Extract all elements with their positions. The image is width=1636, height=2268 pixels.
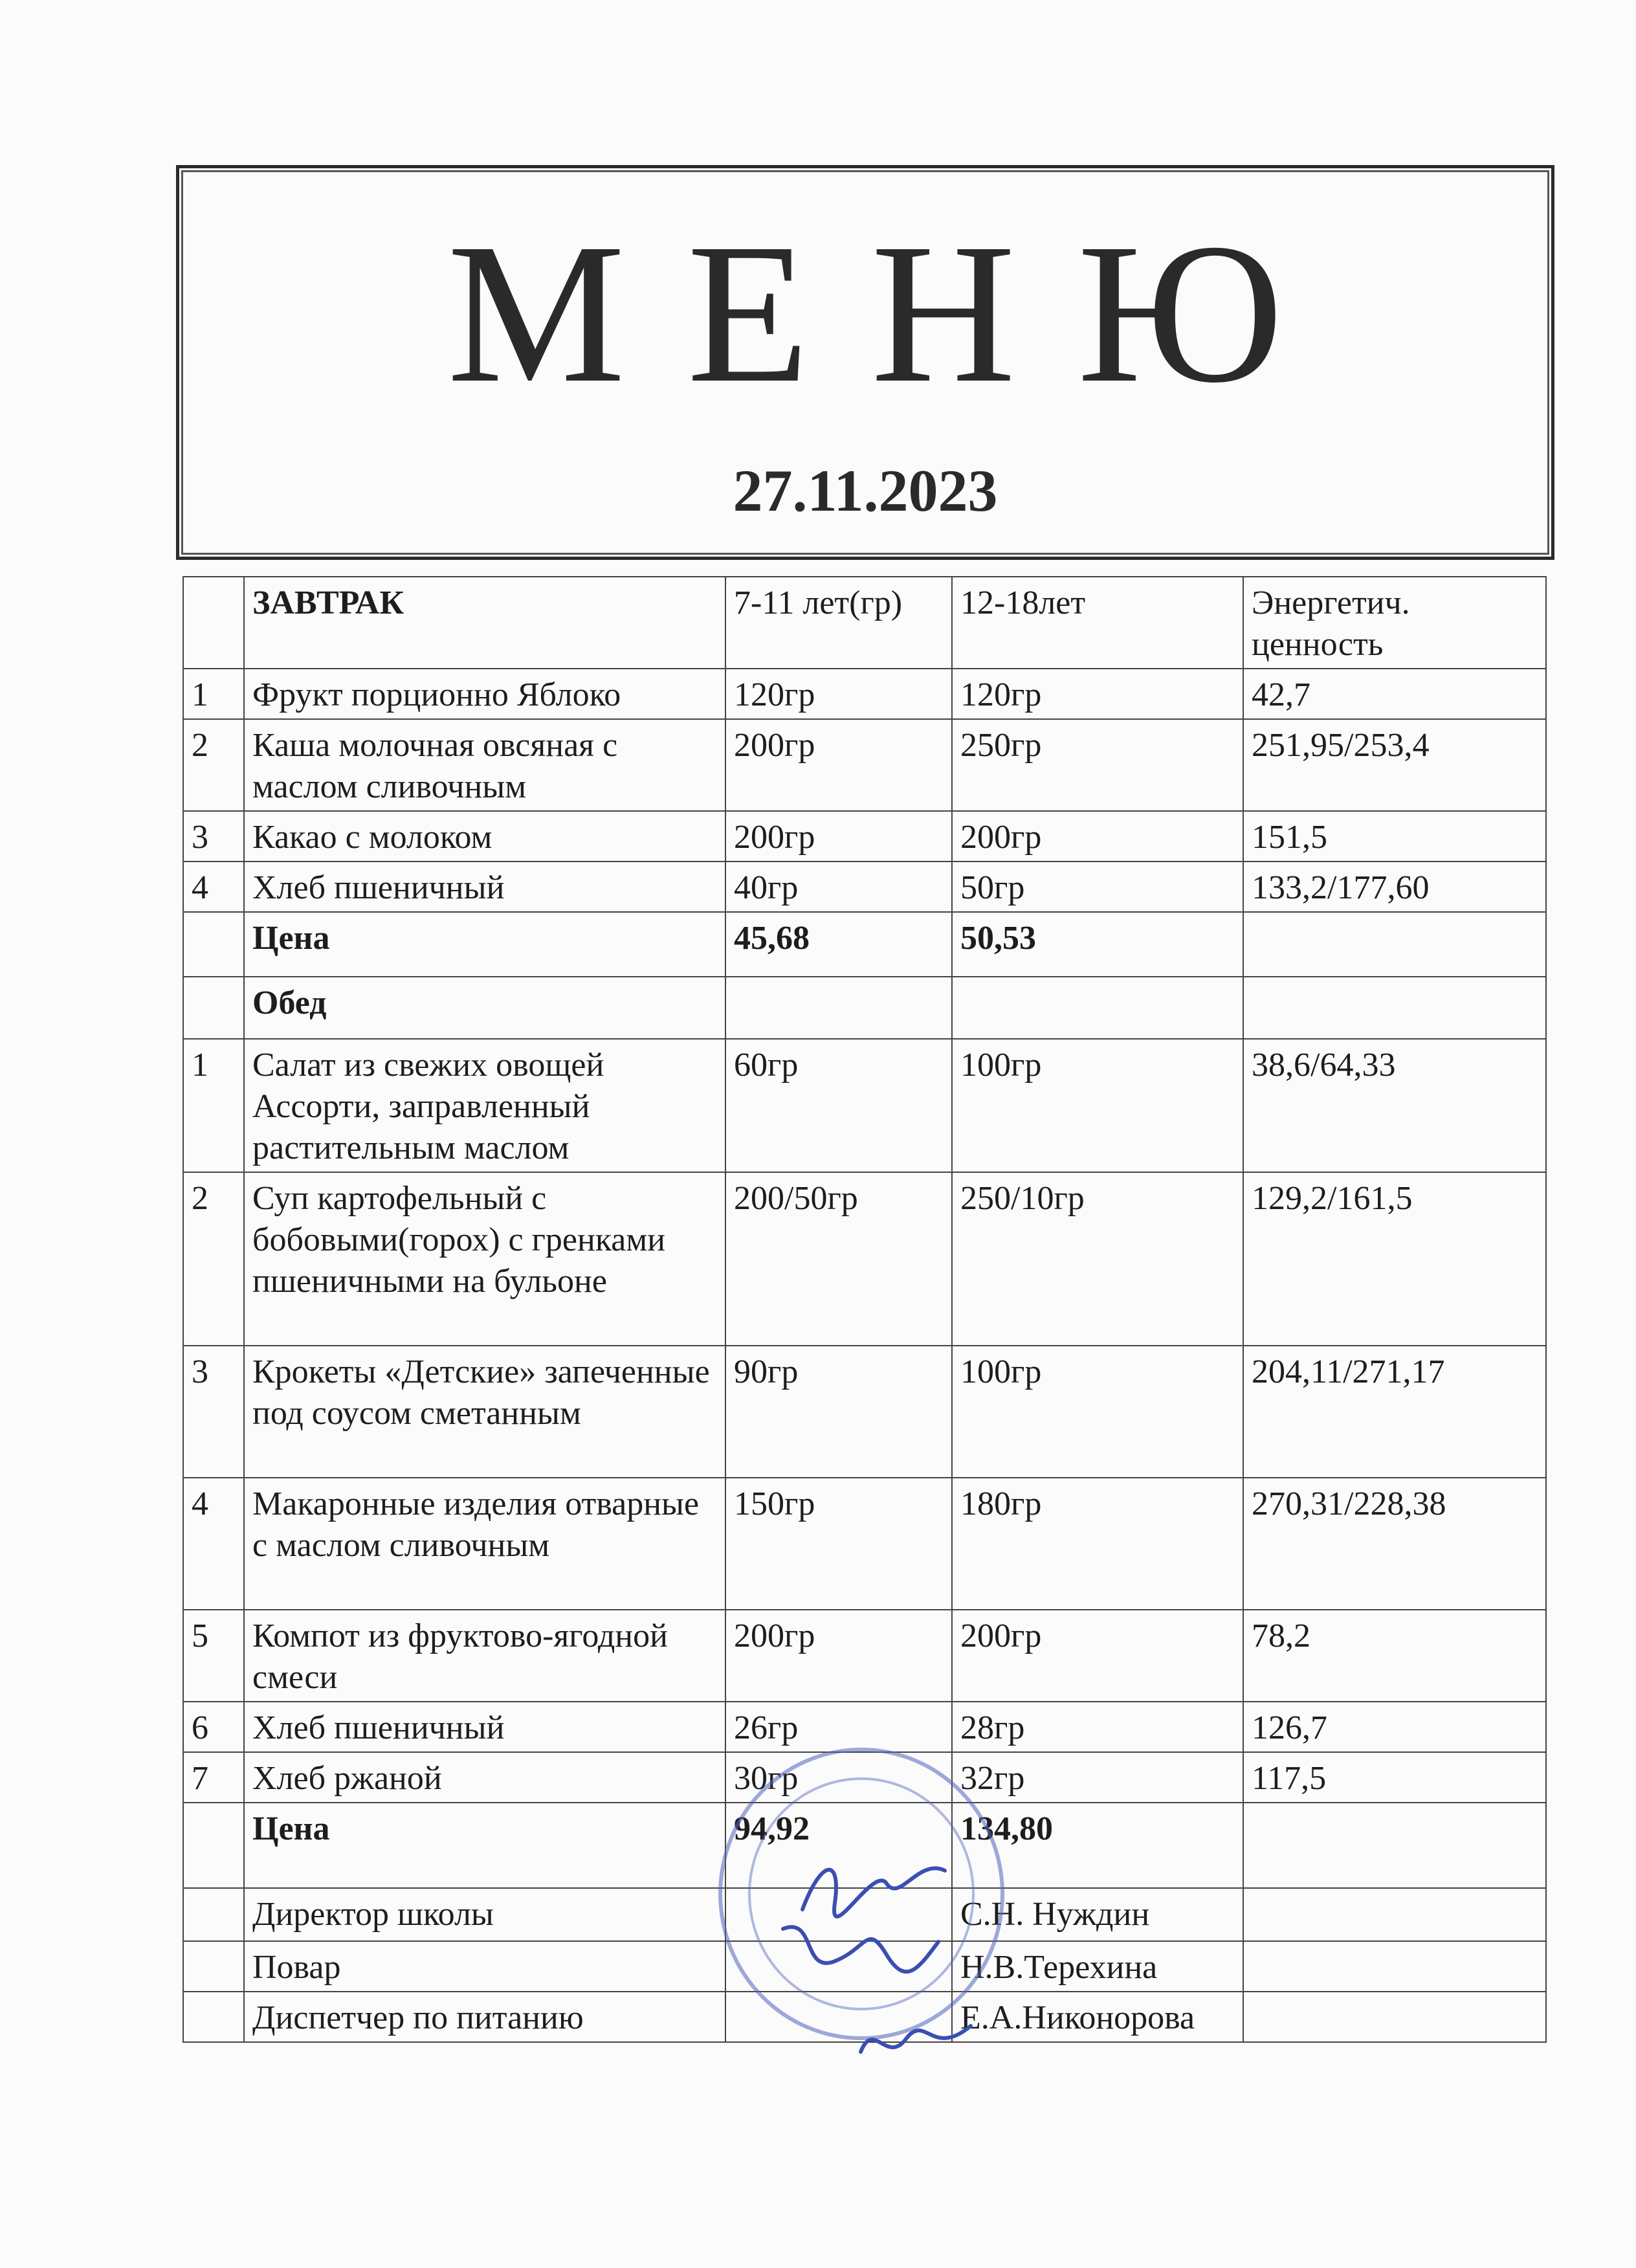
signature-space [725,1888,952,1941]
page-title: МЕНЮ [447,203,1345,425]
energy-value: 126,7 [1243,1702,1546,1752]
row-number: 5 [183,1610,244,1702]
price-12-18: 50,53 [952,912,1243,977]
signature-row [183,1941,1546,1992]
header-box [176,165,1554,560]
energy-value: 204,11/271,17 [1243,1346,1546,1478]
energy-value: 133,2/177,60 [1243,862,1546,912]
empty-cell [1243,977,1546,1039]
table-row [183,1702,1546,1752]
portion-12-18: 100гр [952,1039,1243,1172]
signature-row [183,1888,1546,1941]
price-label: Цена [244,912,725,977]
table-row [183,1752,1546,1803]
portion-12-18: 32гр [952,1752,1243,1803]
lunch-price-row [183,1803,1546,1888]
empty-cell [183,1888,244,1941]
price-12-18: 134,80 [952,1803,1243,1888]
row-number: 1 [183,669,244,719]
table-row [183,669,1546,719]
energy-value: 270,31/228,38 [1243,1478,1546,1610]
signature-space [725,1992,952,2042]
price-7-11: 94,92 [725,1803,952,1888]
breakfast-price-row [183,912,1546,977]
energy-value: 251,95/253,4 [1243,719,1546,811]
energy-value: 42,7 [1243,669,1546,719]
portion-7-11: 120гр [725,669,952,719]
portion-7-11: 150гр [725,1478,952,1610]
table-row [183,719,1546,811]
breakfast-header-row [183,577,1546,669]
portion-7-11: 200гр [725,811,952,862]
portion-7-11: 60гр [725,1039,952,1172]
empty-cell [1243,1941,1546,1992]
portion-7-11: 30гр [725,1752,952,1803]
empty-cell [183,1803,244,1888]
portion-12-18: 100гр [952,1346,1243,1478]
empty-cell [952,977,1243,1039]
dish-name: Салат из свежих овощей Ассорти, заправленный растительным маслом [244,1039,725,1172]
dish-name: Каша молочная овсяная с маслом сливочным [244,719,725,811]
age-12-18-header: 12-18лет [952,577,1243,669]
energy-header: Энергетич. ценность [1243,577,1546,669]
price-label: Цена [244,1803,725,1888]
dish-name: Хлеб пшеничный [244,862,725,912]
empty-cell [183,912,244,977]
portion-12-18: 250/10гр [952,1172,1243,1346]
menu-table [182,576,1547,2043]
empty-cell [183,1941,244,1992]
table-row [183,1172,1546,1346]
menu-date: 27.11.2023 [733,458,998,524]
dish-name: Хлеб пшеничный [244,1702,725,1752]
age-7-11-header: 7-11 лет(гр) [725,577,952,669]
table-row [183,811,1546,862]
empty-cell [183,1992,244,2042]
signature-role: Повар [244,1941,725,1992]
number-column-header [183,577,244,669]
energy-value: 117,5 [1243,1752,1546,1803]
empty-cell [725,977,952,1039]
signature-person: С.Н. Нуждин [952,1888,1243,1941]
table-row [183,1610,1546,1702]
portion-7-11: 26гр [725,1702,952,1752]
empty-cell [1243,912,1546,977]
empty-cell [183,977,244,1039]
dish-name: Крокеты «Детские» запеченные под соусом сметанным [244,1346,725,1478]
row-number: 2 [183,1172,244,1346]
empty-cell [1243,1803,1546,1888]
lunch-header-row [183,977,1546,1039]
breakfast-heading: ЗАВТРАК [244,577,725,669]
signature-role: Директор школы [244,1888,725,1941]
portion-7-11: 200гр [725,1610,952,1702]
row-number: 3 [183,811,244,862]
row-number: 2 [183,719,244,811]
row-number: 7 [183,1752,244,1803]
portion-12-18: 180гр [952,1478,1243,1610]
portion-7-11: 40гр [725,862,952,912]
row-number: 6 [183,1702,244,1752]
portion-12-18: 50гр [952,862,1243,912]
portion-12-18: 200гр [952,811,1243,862]
row-number: 1 [183,1039,244,1172]
portion-7-11: 90гр [725,1346,952,1478]
row-number: 4 [183,1478,244,1610]
price-7-11: 45,68 [725,912,952,977]
dish-name: Хлеб ржаной [244,1752,725,1803]
signature-space [725,1941,952,1992]
energy-value: 78,2 [1243,1610,1546,1702]
row-number: 3 [183,1346,244,1478]
portion-7-11: 200/50гр [725,1172,952,1346]
signature-role: Диспетчер по питанию [244,1992,725,2042]
dish-name: Компот из фруктово-ягодной смеси [244,1610,725,1702]
dish-name: Фрукт порционно Яблоко [244,669,725,719]
portion-12-18: 250гр [952,719,1243,811]
signature-row [183,1992,1546,2042]
row-number: 4 [183,862,244,912]
table-row [183,1478,1546,1610]
portion-12-18: 120гр [952,669,1243,719]
lunch-heading: Обед [244,977,725,1039]
table-row [183,1039,1546,1172]
empty-cell [1243,1992,1546,2042]
energy-value: 129,2/161,5 [1243,1172,1546,1346]
portion-12-18: 200гр [952,1610,1243,1702]
dish-name: Суп картофельный с бобовыми(горох) с гренками пшеничными на бульоне [244,1172,725,1346]
portion-7-11: 200гр [725,719,952,811]
signature-person: Н.В.Терехина [952,1941,1243,1992]
empty-cell [1243,1888,1546,1941]
energy-value: 151,5 [1243,811,1546,862]
portion-12-18: 28гр [952,1702,1243,1752]
signature-person: Е.А.Никонорова [952,1992,1243,2042]
table-row [183,1346,1546,1478]
dish-name: Макаронные изделия отварные с маслом сливочным [244,1478,725,1610]
dish-name: Какао с молоком [244,811,725,862]
energy-value: 38,6/64,33 [1243,1039,1546,1172]
table-row [183,862,1546,912]
